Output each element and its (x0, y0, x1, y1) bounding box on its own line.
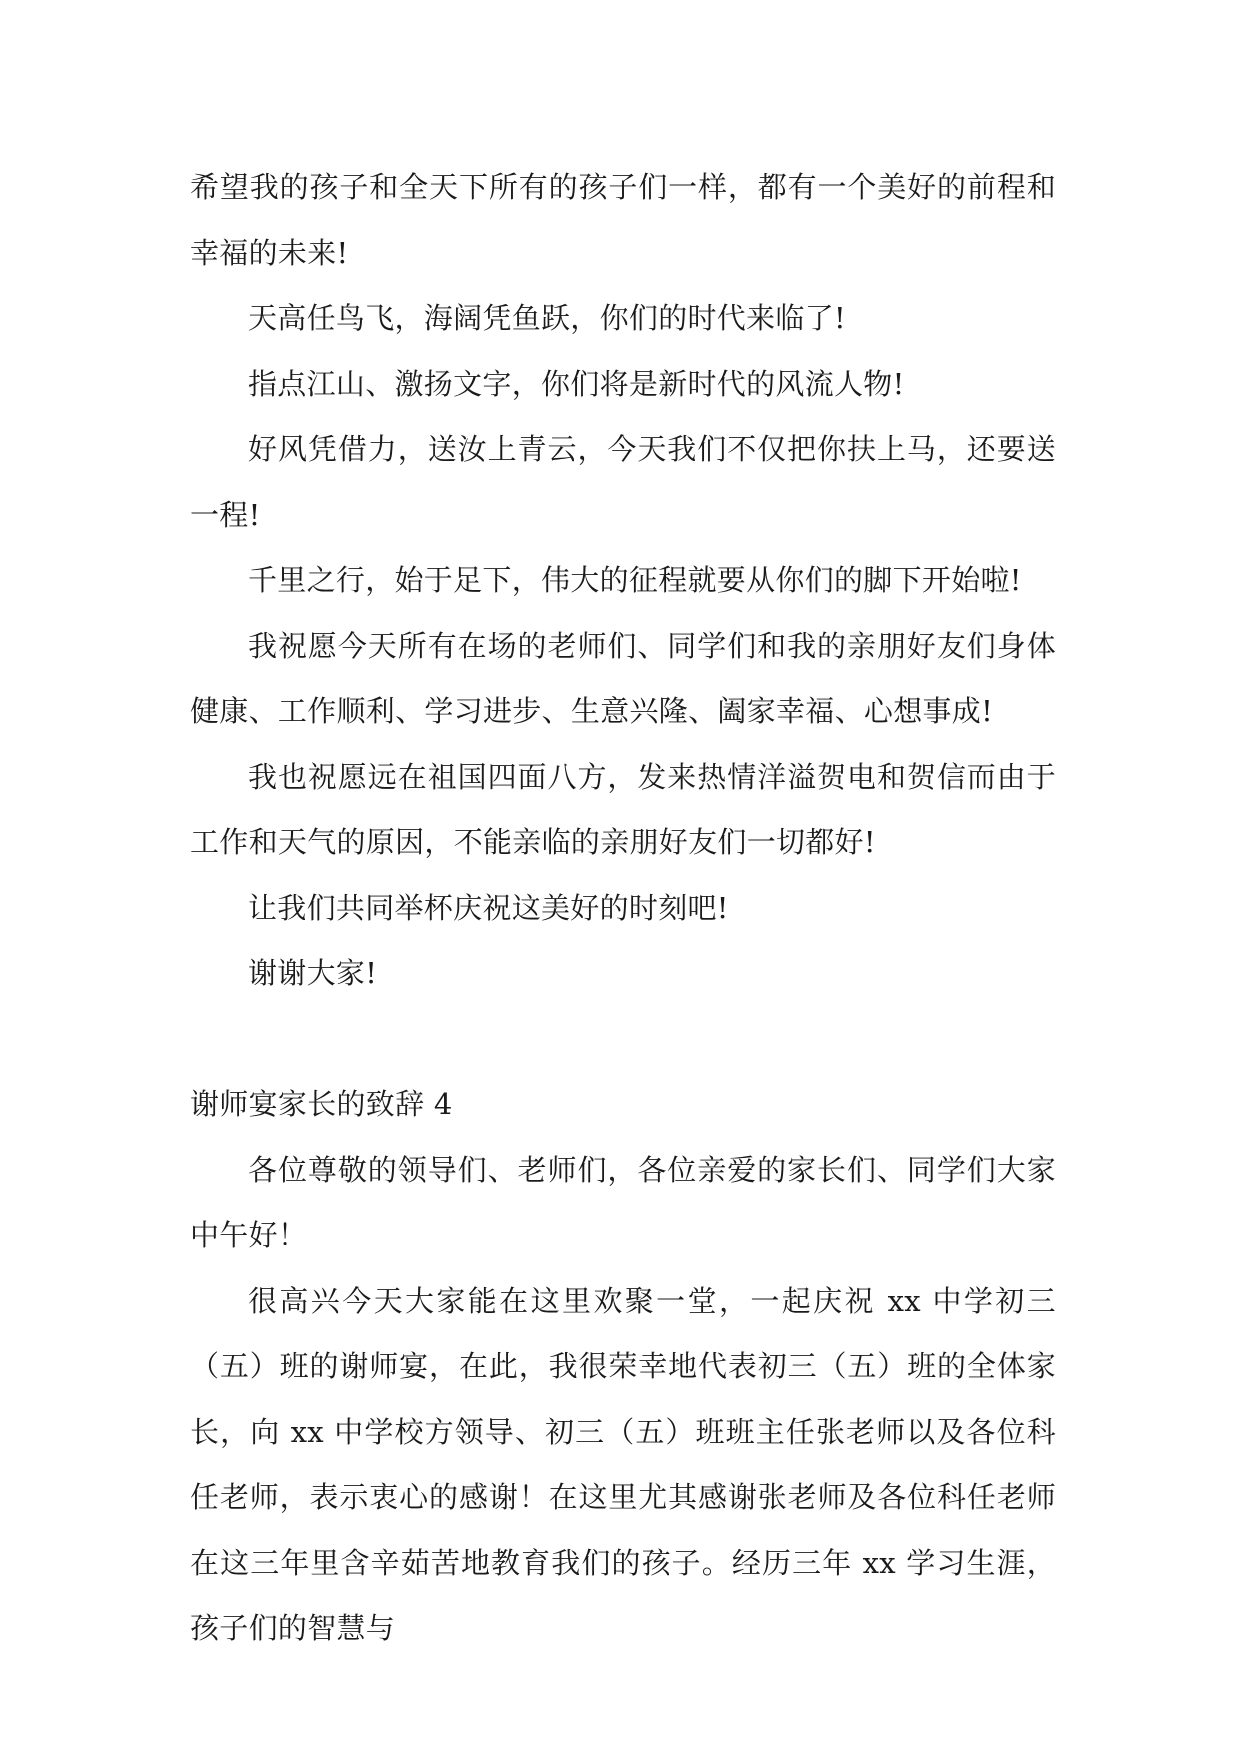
paragraph: 很高兴今天大家能在这里欢聚一堂，一起庆祝 xx 中学初三（五）班的谢师宴，在此，我很荣幸地代表初三（五）班的全体家长，向 xx 中学校方领导、初三（五）班班主任张老师以及各位科任老师，表示衷心的感谢！在这里尤其感谢张老师及各位科任老师在这三年里含辛茹苦地教育我们的孩子。经历三年 xx 学习生涯，孩子们的智慧与 (190, 1283, 1056, 1645)
paragraph: 谢谢大家! (248, 956, 378, 990)
paragraph: 各位尊敬的领导们、老师们，各位亲爱的家长们、同学们大家中午好！ (190, 1152, 1056, 1252)
paragraph: 让我们共同举杯庆祝这美好的时刻吧! (248, 890, 729, 925)
paragraph: 指点江山、激扬文字，你们将是新时代的风流人物! (248, 366, 905, 401)
paragraph: 我也祝愿远在祖国四面八方，发来热情洋溢贺电和贺信而由于工作和天气的原因，不能亲临的亲朋好友们一切都好! (190, 759, 1056, 859)
paragraph-continuation: 希望我的孩子和全天下所有的孩子们一样，都有一个美好的前程和幸福的未来! (190, 170, 1056, 270)
paragraph: 我祝愿今天所有在场的老师们、同学们和我的亲朋好友们身体健康、工作顺利、学习进步、生意兴隆、阖家幸福、心想事成! (190, 628, 1056, 728)
paragraph: 千里之行，始于足下，伟大的征程就要从你们的脚下开始啦! (248, 563, 1022, 597)
document-body (190, 155, 1056, 1662)
paragraph: 好风凭借力，送汝上青云，今天我们不仅把你扶上马，还要送一程! (190, 432, 1056, 532)
section-heading: 谢师宴家长的致辞 4 (190, 1087, 453, 1121)
paragraph: 天高任鸟飞，海阔凭鱼跃，你们的时代来临了! (248, 301, 846, 335)
